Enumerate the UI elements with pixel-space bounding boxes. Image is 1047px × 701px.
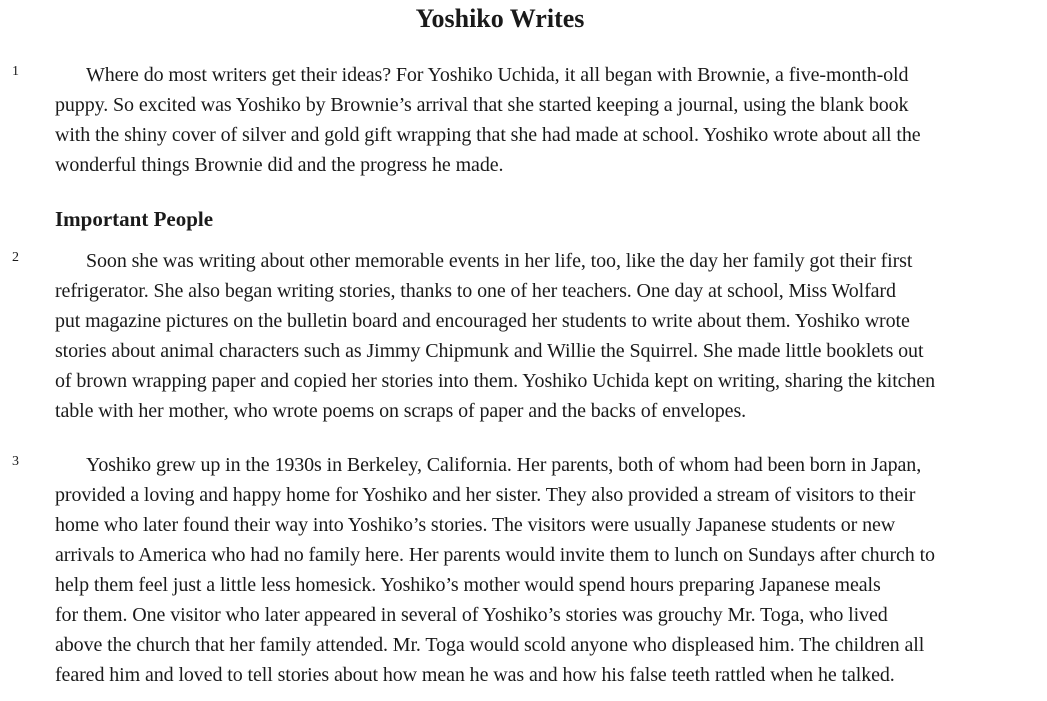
- paragraph-line: puppy. So excited was Yoshiko by Brownie’s arrival that she started keeping a journal, using the blank book: [55, 94, 909, 116]
- paragraph-line: put magazine pictures on the bulletin board and encouraged her students to write about them. Yoshiko wrote: [55, 310, 910, 332]
- paragraph-line: Where do most writers get their ideas? For Yoshiko Uchida, it all began with Brownie, a five-month-old: [86, 64, 909, 86]
- paragraph-line: with the shiny cover of silver and gold gift wrapping that she had made at school. Yoshiko wrote about all the: [55, 124, 921, 146]
- paragraph-line: provided a loving and happy home for Yoshiko and her sister. They also provided a stream of visitors to their: [55, 484, 916, 506]
- paragraph-3: [0, 450, 1047, 690]
- paragraph-line: Yoshiko grew up in the 1930s in Berkeley, California. Her parents, both of whom had been born in Japan,: [86, 454, 922, 476]
- paragraph-line: home who later found their way into Yoshiko’s stories. The visitors were usually Japanese students or new: [55, 514, 896, 536]
- paragraph-line: for them. One visitor who later appeared in several of Yoshiko’s stories was grouchy Mr. Toga, who lived: [55, 604, 888, 626]
- paragraph-number: 1: [12, 64, 19, 79]
- paragraph-line: wonderful things Brownie did and the progress he made.: [55, 154, 504, 176]
- paragraph-line: feared him and loved to tell stories about how mean he was and how his false teeth rattled when he talked.: [55, 664, 895, 686]
- paragraph-line: arrivals to America who had no family here. Her parents would invite them to lunch on Sundays after church to: [55, 544, 935, 566]
- paragraph-line: Soon she was writing about other memorable events in her life, too, like the day her family got their first: [86, 250, 913, 272]
- paragraph-line: help them feel just a little less homesick. Yoshiko’s mother would spend hours preparing Japanese meals: [55, 574, 881, 596]
- paragraph-2: [0, 246, 1047, 426]
- paragraph-line: table with her mother, who wrote poems on scraps of paper and the backs of envelopes.: [55, 400, 747, 422]
- paragraph-line: of brown wrapping paper and copied her stories into them. Yoshiko Uchida kept on writing, sharing the kitchen: [55, 370, 936, 392]
- paragraph-number: 2: [12, 250, 19, 265]
- paragraph-text: [55, 246, 1040, 426]
- paragraph-line: above the church that her family attended. Mr. Toga would scold anyone who displeased him. The children all: [55, 634, 925, 656]
- paragraph-line: refrigerator. She also began writing stories, thanks to one of her teachers. One day at school, Miss Wolfard: [55, 280, 896, 302]
- document-title: Yoshiko Writes: [415, 4, 585, 33]
- paragraph-line: stories about animal characters such as Jimmy Chipmunk and Willie the Squirrel. She made little booklets out: [55, 340, 924, 362]
- paragraph-1: [0, 60, 1047, 180]
- paragraph-number: 3: [12, 454, 19, 469]
- paragraph-text: [55, 60, 1040, 180]
- paragraph-text: [55, 450, 1040, 690]
- section-heading: Important People: [55, 207, 214, 231]
